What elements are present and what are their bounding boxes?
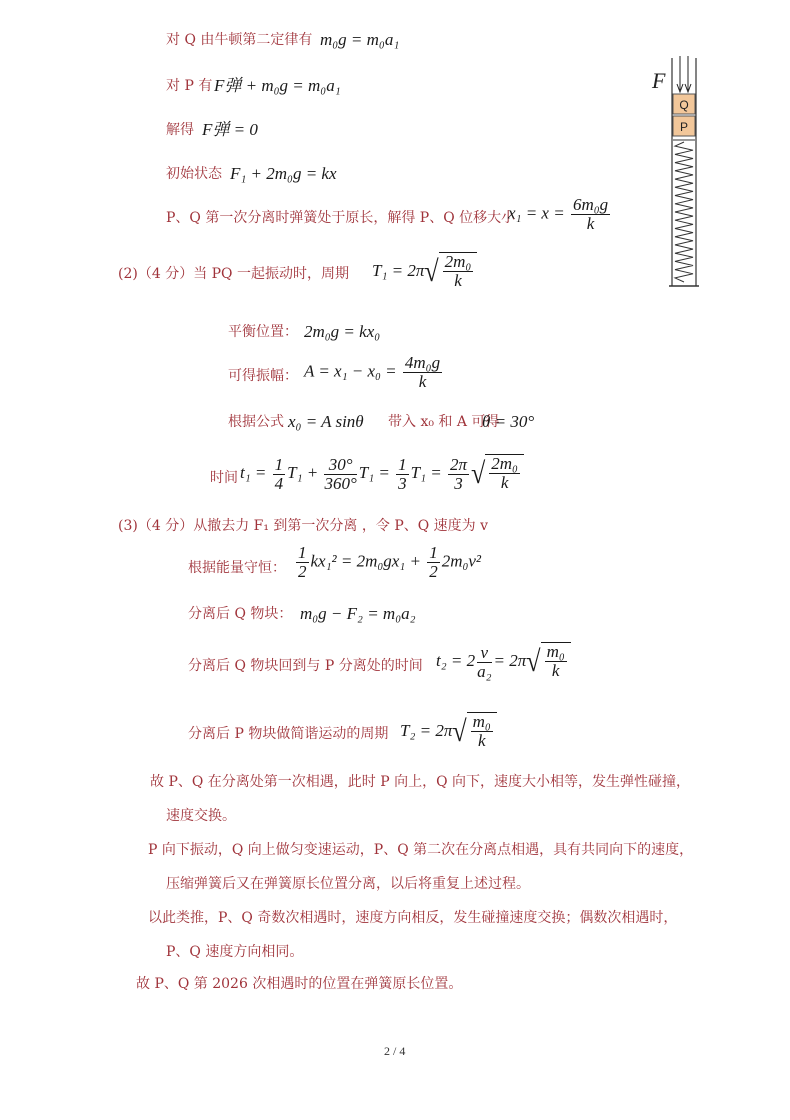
conclusion-3b: P、Q 速度方向相同。 xyxy=(166,944,304,960)
sep-frac-den: k xyxy=(586,214,595,233)
spring-figure-svg xyxy=(640,50,730,290)
sep-frac xyxy=(571,196,610,233)
spring-figure xyxy=(640,50,730,290)
f3-den: 3 xyxy=(398,473,407,493)
qt-den: a₂ xyxy=(477,661,492,681)
e-num2: 1 xyxy=(429,543,438,562)
energy-frac-2 xyxy=(427,544,440,581)
time-sq-num: 2m₀ xyxy=(491,454,518,473)
block-q-label: Q xyxy=(679,98,689,112)
block-p-label: P xyxy=(679,120,689,134)
force-label: F xyxy=(652,68,666,93)
time-label: 时间 xyxy=(210,470,238,486)
line-separation-text: P、Q 第一次分离时弹簧处于原长，解得 P、Q 位移大小 xyxy=(166,210,516,226)
q-block-eq: m₀g − F₂ = m₀a₂ xyxy=(300,604,416,623)
e-mid: kx₁² = 2m₀gx₁ + xyxy=(310,551,421,571)
q-block-label: 分离后 Q 物块： xyxy=(188,606,293,622)
e-end: 2m₀v² xyxy=(441,551,482,571)
time-frac-1 xyxy=(273,456,286,493)
time-eq xyxy=(240,454,524,494)
qt-sq-num: m₀ xyxy=(546,642,565,661)
line-p-text: 对 P 有 xyxy=(166,78,213,94)
line-separation-eq xyxy=(508,196,612,233)
p-period-label: 分离后 P 物块做简谐运动的周期 xyxy=(188,726,389,742)
energy-frac-1 xyxy=(296,544,309,581)
t1-num: 2m₀ xyxy=(444,252,472,271)
line-solve-eq: F弹 = 0 xyxy=(202,120,258,139)
pt-sqrt: √ $\frac{\text{m₀}}{k}$ xyxy=(452,712,496,752)
plus-t1: T₁ + xyxy=(287,462,319,482)
qt-left: t₂ = 2 xyxy=(436,650,476,670)
amp-num: 4m₀g xyxy=(404,353,441,372)
equilibrium-eq: 2m₀g = kx₀ xyxy=(304,322,381,341)
line-q-newton-text: 对 Q 由牛顿第二定律有 xyxy=(166,32,313,48)
e-den1: 2 xyxy=(298,562,307,581)
line-initial-text: 初始状态 xyxy=(166,166,222,182)
time-t1: t₁ = xyxy=(240,462,267,482)
amplitude-eq xyxy=(304,354,444,391)
pt-left: T₂ = 2π xyxy=(400,720,453,740)
qt-frac xyxy=(477,644,491,681)
f3-num: 1 xyxy=(398,454,407,474)
f2-num: 30° xyxy=(324,456,356,475)
energy-label: 根据能量守恒： xyxy=(188,560,286,576)
conclusion-1b: 速度交换。 xyxy=(166,808,236,824)
t1-den: k xyxy=(454,271,462,290)
time-sqrt: √ $\frac{\text{2m₀}}{k}$ xyxy=(471,454,524,494)
line-initial-eq: F₁ + 2m₀g = kx xyxy=(230,164,337,183)
conclusion-2b: 压缩弹簧后又在弹簧原长位置分离，以后将重复上述过程。 xyxy=(166,876,530,892)
qt-sq-den: k xyxy=(551,661,560,680)
line-solve-text: 解得 xyxy=(166,122,194,138)
e-num1: 1 xyxy=(298,543,307,562)
amp-left: A = x₁ − x₀ = xyxy=(304,361,397,381)
f4-den: 3 xyxy=(454,473,463,493)
qt-num: v xyxy=(477,644,491,663)
q-return-label: 分离后 Q 物块回到与 P 分离处的时间 xyxy=(188,658,423,674)
t1-left: T₁ = 2π xyxy=(372,260,425,280)
t1-sqrt: √ $\frac{\text{2m₀}}{k}$ xyxy=(424,252,477,292)
amp-frac xyxy=(403,354,442,391)
conclusion-2a: P 向下振动，Q 向上做匀变速运动，P、Q 第二次在分离点相遇，具有共同向下的速度， xyxy=(148,842,694,858)
qt-sqrt: √ $\frac{\text{m₀}}{k}$ xyxy=(526,642,570,682)
time-sq-den: k xyxy=(500,473,509,492)
conclusion-1a: 故 P、Q 在分离处第一次相遇，此时 P 向上，Q 向下，速度大小相等，发生弹性碰撞， xyxy=(150,774,691,790)
eq-t1: T₁ = xyxy=(358,462,390,482)
formula-eq: x₀ = A sinθ xyxy=(288,412,364,431)
qt-mid: = 2π xyxy=(493,650,527,670)
f1-num: 1 xyxy=(274,454,284,474)
page-number: 2 / 4 xyxy=(384,1044,406,1058)
e-den2: 2 xyxy=(429,562,438,581)
f1-den: 4 xyxy=(274,473,284,493)
sep-frac-num: 6m₀g xyxy=(572,195,609,214)
f4-num: 2π xyxy=(449,454,467,474)
formula-label: 根据公式 xyxy=(228,414,284,430)
time-frac-4 xyxy=(448,456,469,493)
f2-den: 360° xyxy=(324,473,357,493)
part2-heading: (2)（4 分）当 PQ 一起振动时，周期 xyxy=(118,266,349,282)
time-frac-3 xyxy=(396,456,409,493)
amplitude-label: 可得振幅： xyxy=(228,368,298,384)
equilibrium-label: 平衡位置： xyxy=(228,324,298,340)
line-p-eq: F弹 + m₀g = m₀a₁ xyxy=(214,76,341,95)
formula-mid: 带入 x₀ 和 A 可得 xyxy=(388,414,500,430)
amp-den: k xyxy=(418,372,427,391)
line-q-newton-eq: m₀g = m₀a₁ xyxy=(320,30,400,49)
energy-eq xyxy=(294,544,481,581)
part3-heading: (3)（4 分）从撤去力 F₁ 到第一次分离 ，令 P、Q 速度为 v xyxy=(118,518,489,534)
time-frac-2 xyxy=(324,456,356,493)
period-t1-eq xyxy=(372,252,477,292)
conclusion-3a: 以此类推，P、Q 奇数次相遇时，速度方向相反，发生碰撞速度交换；偶数次相遇时， xyxy=(148,910,678,926)
spring xyxy=(675,142,693,282)
pt-sq-den: k xyxy=(477,731,486,750)
q-return-eq xyxy=(436,642,571,682)
eq-t1b: T₁ = xyxy=(410,462,442,482)
pt-sq-num: m₀ xyxy=(472,712,491,731)
formula-result: θ = 30° xyxy=(482,412,535,431)
conclusion-4: 故 P、Q 第 2026 次相遇时的位置在弹簧原长位置。 xyxy=(136,976,463,992)
p-period-eq xyxy=(400,712,497,752)
sep-eq-left: x₁ = x = xyxy=(508,203,565,223)
